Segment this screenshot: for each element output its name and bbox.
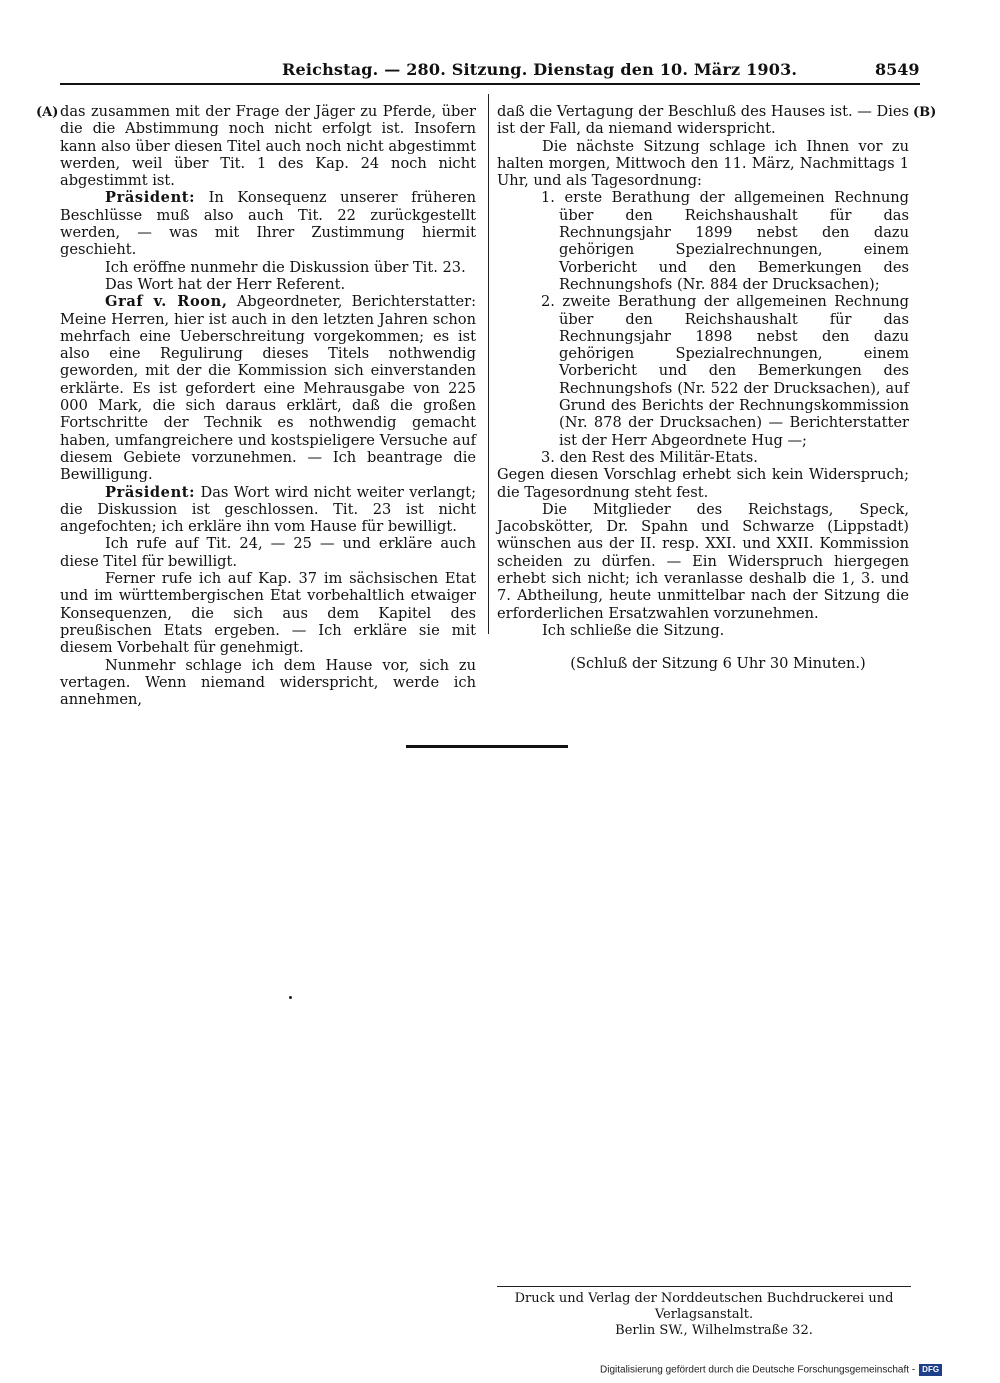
- session-closing-note: (Schluß der Sitzung 6 Uhr 30 Minuten.): [570, 655, 866, 673]
- end-rule: [406, 745, 568, 748]
- paragraph: daß die Vertagung der Beschluß des Hauses ist. — Dies ist der Fall, da niemand widerspricht.: [497, 103, 909, 138]
- margin-mark-left: (A): [36, 105, 59, 120]
- paragraph: Ich rufe auf Tit. 24, — 25 — und erkläre auch diese Titel für bewilligt.: [60, 535, 476, 570]
- dfg-logo-icon: DFG: [919, 1364, 942, 1376]
- paragraph: das zusammen mit der Frage der Jäger zu Pferde, über die die Abstimmung noch nicht erfolgt ist. Insofern kann also über diesen Titel auch noch nicht abgestimmt werden, weil über Tit. 1 des Kap. 24 noch nicht abgestimmt ist.: [60, 103, 476, 190]
- page-number: 8549: [875, 60, 920, 79]
- speaker-name: Präsident:: [105, 189, 196, 207]
- speaker-name: Präsident:: [105, 483, 196, 501]
- margin-mark-right: (B): [913, 105, 937, 120]
- stray-mark: [289, 996, 292, 999]
- paragraph: Ferner rufe ich auf Kap. 37 im sächsischen Etat und im württembergischen Etat vorbehaltlich etwaiger Konsequenzen, die sich aus dem Kapitel des preußischen Etats ergeben. — Ich erkläre sie mit diesem Vorbehalt für genehmigt.: [60, 570, 476, 657]
- running-head: Reichstag. — 280. Sitzung. Dienstag den 10. März 1903.: [282, 60, 798, 79]
- paragraph: Die Mitglieder des Reichstags, Speck, Jacobskötter, Dr. Spahn und Schwarze (Lippstadt) wünschen aus der II. resp. XXI. und XXII. Kommission scheiden zu dürfen. — Ein Widerspruch hiergegen erhebt sich nicht; ich veranlasse deshalb die 1, 3. und 7. Abtheilung, heute unmittelbar nach der Sitzung die erforderlichen Ersatzwahlen vorzunehmen.: [497, 500, 909, 622]
- paragraph: [60, 189, 476, 258]
- credit-text: Digitalisierung gefördert durch die Deutsche Forschungsgemeinschaft -: [600, 1364, 916, 1376]
- paragraph: Gegen diesen Vorschlag erhebt sich kein Widerspruch; die Tagesordnung steht fest.: [497, 466, 909, 501]
- right-column: [497, 103, 909, 673]
- agenda-item: 3. den Rest des Militär-Etats.: [541, 448, 758, 466]
- imprint: [497, 1291, 911, 1339]
- paragraph: Die nächste Sitzung schlage ich Ihnen vor zu halten morgen, Mittwoch den 11. März, Nachmittags 1 Uhr, und als Tagesordnung:: [497, 137, 909, 190]
- agenda-item: 2. zweite Berathung der allgemeinen Rechnung über den Reichshaushalt für das Rechnungsjahr 1898 nebst den dazu gehörigen Spezialrechnungen, einem Vorbericht und den Bemerkungen des Rechnungshofs (Nr. 522 der Drucksachen), auf Grund des Berichts der Rechnungskommission (Nr. 878 der Drucksachen) — Berichterstatter ist der Herr Abgeordnete Hug —;: [541, 293, 909, 449]
- agenda-item: 1. erste Berathung der allgemeinen Rechnung über den Reichshaushalt für das Rechnungsjahr 1899 nebst den dazu gehörigen Spezialrechnungen, einem Vorbericht und den Bemerkungen des Rechnungshofs (Nr. 884 der Drucksachen);: [541, 189, 909, 293]
- column-divider: [488, 94, 489, 634]
- digitization-credit: [600, 1364, 942, 1376]
- left-column: [60, 103, 476, 708]
- paragraph: Ich schließe die Sitzung.: [542, 621, 725, 639]
- paragraph: Das Wort hat der Herr Referent.: [105, 275, 346, 293]
- speech-text: Das Wort wird nicht weiter verlangt; die Diskussion ist geschlossen. Tit. 23 ist nicht angefochten; ich erkläre ihn vom Hause für bewilligt.: [60, 483, 476, 536]
- imprint-line: Druck und Verlag der Norddeutschen Buchdruckerei und Verlagsanstalt.: [514, 1291, 894, 1322]
- speech-text: Abgeordneter, Berichterstatter: Meine Herren, hier ist auch in den letzten Jahren schon mehrfach eine Ueberschreitung vorgekommen; es ist also eine Regulirung dieses Titels nothwendig geworden, mit der die Kommission sich einverstanden erklärte. Es ist gefordert eine Mehrausgabe von 225 000 Mark, die sich daraus erklärt, daß die großen Fortschritte der Technik es nothwendig gemacht haben, umfangreichere und kostspieligere Versuche auf diesem Gebiete vorzunehmen. — Ich beantrage die Bewilligung.: [60, 293, 476, 484]
- speech-text: In Konsequenz unserer früheren Beschlüsse muß also auch Tit. 22 zurückgestellt werden, — was mit Ihrer Zustimmung hiermit geschieht.: [60, 189, 476, 259]
- imprint-line: Berlin SW., Wilhelmstraße 32.: [615, 1323, 813, 1338]
- header-rule: [60, 83, 920, 85]
- paragraph: [60, 484, 476, 536]
- paragraph: Nunmehr schlage ich dem Hause vor, sich zu vertagen. Wenn niemand widerspricht, werde ich annehmen,: [60, 656, 476, 709]
- paragraph: Ich eröffne nunmehr die Diskussion über Tit. 23.: [105, 258, 466, 276]
- paragraph: [60, 293, 476, 483]
- imprint-rule: [497, 1286, 911, 1287]
- speaker-name: Graf v. Roon,: [105, 293, 228, 311]
